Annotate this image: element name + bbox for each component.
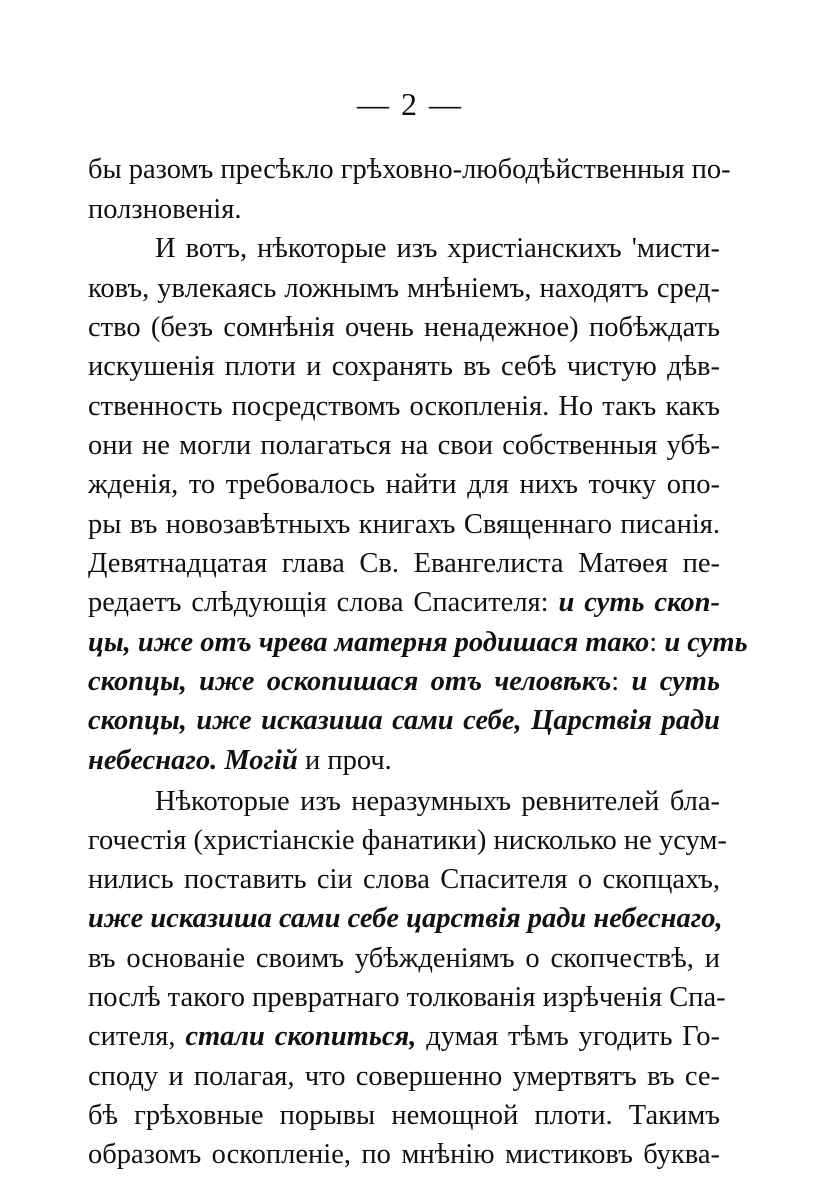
text-line-21: въ основаніе своимъ убѣжденіямъ о скопчествѣ, и xyxy=(88,943,720,974)
text-line-20: иже исказиша сами себе царствія ради небеснаго, xyxy=(88,903,723,934)
text-line-23-part-2: стали скопиться, xyxy=(185,1021,417,1052)
text-line-8: они не могли полагаться на свои собственныя убѣ- xyxy=(88,430,720,461)
text-line-25: бѣ грѣховные порывы немощной плоти. Такимъ xyxy=(88,1100,720,1131)
text-line-14 xyxy=(88,662,720,702)
text-line-22: послѣ такого превратнаго толкованія изрѣченія Спа- xyxy=(88,982,726,1013)
text-line-23-part-1: сителя, xyxy=(88,1021,176,1052)
text-line-2: ползновенія. xyxy=(88,194,242,225)
text-line-16-part-2: и проч. xyxy=(304,745,392,776)
text-line-7: ственность посредствомъ оскопленія. Но такъ какъ xyxy=(88,391,720,422)
text-line-13-part-1: цы, иже отъ чрева матерня родишася тако xyxy=(88,627,650,658)
text-line-9: жденія, то требовалось найти для нихъ точку опо- xyxy=(88,469,720,500)
text-line-17: Нѣкоторые изъ неразумныхъ ревнителей бла- xyxy=(155,786,720,817)
text-line-16-part-1: небеснаго. Могій xyxy=(88,745,298,776)
text-line-26: образомъ оскопленіе, по мнѣнію мистиковъ буква- xyxy=(88,1139,720,1170)
page-number: — 2 — xyxy=(357,86,463,122)
text-line-12 xyxy=(88,583,720,623)
text-line-12-part-1: редаетъ слѣдующія слова Спасителя: xyxy=(88,587,549,618)
text-line-14-part-3: и суть xyxy=(631,666,720,697)
text-line-16 xyxy=(88,741,720,781)
text-line-3: И вотъ, нѣкоторые изъ христіанскихъ 'мисти- xyxy=(155,233,720,264)
text-line-19: нились поставить сіи слова Спасителя о скопцахъ, xyxy=(88,864,720,895)
text-line-11: Девятнадцатая глава Св. Евангелиста Матѳея пе- xyxy=(88,548,720,579)
text-line-4: ковъ, увлекаясь ложнымъ мнѣніемъ, находятъ сред- xyxy=(88,273,720,304)
text-line-23-part-3: думая тѣмъ угодить Го- xyxy=(426,1021,721,1052)
text-line-14-part-1: скопцы, иже оскопишася отъ человѣкъ xyxy=(88,666,612,697)
text-line-13-part-3: и суть xyxy=(664,627,748,658)
text-line-13 xyxy=(88,623,748,663)
text-line-23 xyxy=(88,1017,720,1057)
text-line-18: гочестія (христіанскіе фанатики) нисколько не усум- xyxy=(88,825,727,856)
text-line-10: ры въ новозавѣтныхъ книгахъ Священнаго писанія. xyxy=(88,509,720,540)
text-line-12-part-2: и суть скоп- xyxy=(558,587,720,618)
text-line-13-part-2: : xyxy=(649,627,658,658)
text-line-6: искушенія плоти и сохранять въ себѣ чистую дѣв- xyxy=(88,351,720,382)
text-line-15: скопцы, иже исказиша сами себе, Царствія ради xyxy=(88,705,720,736)
text-line-1: бы разомъ пресѣкло грѣховно-любодѣйственныя по- xyxy=(88,154,731,185)
text-line-24: споду и полагая, что совершенно умертвятъ въ се- xyxy=(88,1061,720,1092)
text-line-5: ство (безъ сомнѣнія очень ненадежное) побѣждать xyxy=(88,312,720,343)
text-line-14-part-2: : xyxy=(611,666,620,697)
